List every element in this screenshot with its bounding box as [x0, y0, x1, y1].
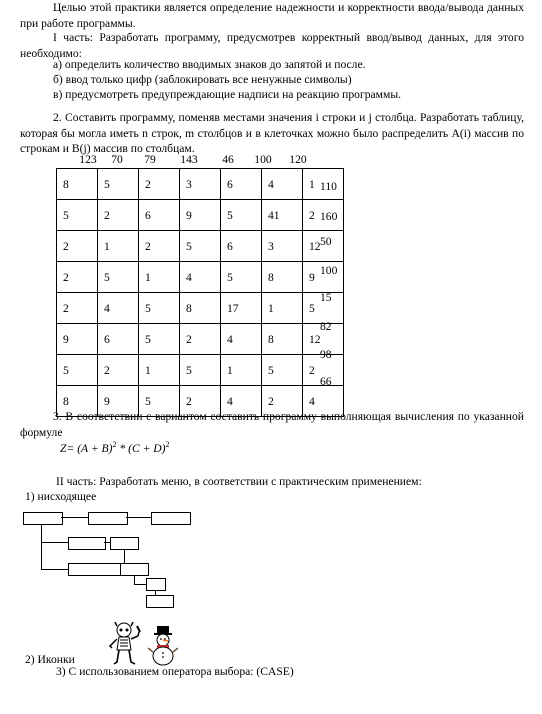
column-header: 120	[289, 153, 307, 166]
table-cell: 9	[180, 200, 221, 231]
table-cell: 5	[139, 386, 180, 417]
table-cell: 5	[139, 293, 180, 324]
table-cell: 2	[262, 386, 303, 417]
table-cell: 8	[262, 262, 303, 293]
table-cell: 2	[303, 200, 344, 231]
row-label: 160	[320, 210, 338, 223]
table-cell: 8	[262, 324, 303, 355]
table-cell: 2	[57, 231, 98, 262]
formula	[60, 440, 170, 455]
table-cell: 2	[139, 169, 180, 200]
connector-line	[126, 517, 151, 518]
part1-heading: I часть: Разработать программу, предусмотрев корректный ввод/вывод данных, для этого необходимо:	[20, 31, 524, 60]
table-cell: 5	[98, 262, 139, 293]
table-cell: 5	[57, 355, 98, 386]
connector-line	[61, 517, 88, 518]
matrix-table	[56, 168, 344, 417]
menu-box	[68, 563, 122, 576]
table-row	[57, 355, 344, 386]
row-label: 50	[320, 235, 332, 248]
part2-heading: II часть: Разработать меню, в соответствии с практическим применением:	[56, 475, 422, 488]
table-cell: 1	[139, 262, 180, 293]
column-header: 46	[222, 153, 234, 166]
part2-item-2: 2) Иконки	[25, 653, 75, 666]
table-row	[57, 231, 344, 262]
task2-paragraph: 2. Составить программу, поменяв местами значения i строки и j столбца. Разработать таблицу, которая бы могла иметь n строк, m столбцов и в клеточках можно было распределить A(i) массив по строкам и B(j) массив по столбцам.	[20, 111, 524, 155]
column-headers	[75, 153, 325, 167]
column-header: 70	[111, 153, 123, 166]
part1-item-b: б) ввод только цифр (заблокировать все ненужные символы)	[53, 73, 352, 86]
table-cell: 4	[98, 293, 139, 324]
table-cell: 3	[262, 231, 303, 262]
table-cell: 12	[303, 324, 344, 355]
part1-item-a: а) определить количество вводимых знаков до запятой и после.	[53, 58, 366, 71]
row-label: 110	[320, 180, 337, 193]
table-cell: 5	[180, 231, 221, 262]
menu-box	[151, 512, 191, 525]
row-label: 100	[320, 264, 338, 277]
table-cell: 2	[57, 293, 98, 324]
menu-box	[23, 512, 63, 525]
formula-exponent: 2	[165, 440, 170, 449]
table-cell: 5	[262, 355, 303, 386]
column-header: 143	[180, 153, 198, 166]
table-cell: 5	[221, 200, 262, 231]
table-row	[57, 169, 344, 200]
table-row	[57, 200, 344, 231]
menu-box	[120, 563, 149, 576]
menu-box	[88, 512, 128, 525]
table-cell: 2	[303, 355, 344, 386]
table-cell: 6	[221, 169, 262, 200]
column-header: 123	[79, 153, 97, 166]
table-cell: 12	[303, 231, 344, 262]
row-label: 98	[320, 348, 332, 361]
table-cell: 1	[221, 355, 262, 386]
table-cell: 9	[98, 386, 139, 417]
table-cell: 2	[180, 386, 221, 417]
part2-item-3: 3) С использованием оператора выбора: (CASE)	[56, 665, 294, 678]
table-cell: 8	[57, 386, 98, 417]
connector-line	[41, 569, 68, 570]
table-cell: 4	[221, 324, 262, 355]
table-cell: 2	[57, 262, 98, 293]
row-label: 66	[320, 375, 332, 388]
table-cell: 6	[221, 231, 262, 262]
table-row	[57, 262, 344, 293]
table-cell: 1	[303, 169, 344, 200]
menu-box	[68, 537, 106, 550]
formula-exponent: 2	[112, 440, 117, 449]
table-cell: 2	[98, 200, 139, 231]
table-cell: 41	[262, 200, 303, 231]
table-cell: 4	[262, 169, 303, 200]
formula-term-a: (A + B)	[77, 441, 113, 455]
connector-line	[41, 542, 68, 543]
formula-term-b: (C + D)	[128, 441, 166, 455]
table-cell: 5	[180, 355, 221, 386]
connector-line	[124, 549, 125, 563]
table-cell: 8	[57, 169, 98, 200]
row-label: 82	[320, 320, 332, 333]
table-cell: 4	[303, 386, 344, 417]
table-cell: 17	[221, 293, 262, 324]
table-cell: 1	[139, 355, 180, 386]
connector-line	[134, 584, 146, 585]
table-cell: 1	[262, 293, 303, 324]
table-cell: 4	[180, 262, 221, 293]
table-cell: 5	[139, 324, 180, 355]
table-cell: 5	[221, 262, 262, 293]
table-cell: 5	[98, 169, 139, 200]
task3-paragraph: 3. В соответствии с вариантом составить программу выполняющая вычисления по указанной формуле	[20, 410, 524, 439]
robot-icon	[107, 622, 141, 666]
column-header: 79	[144, 153, 156, 166]
table-cell: 3	[180, 169, 221, 200]
table-cell: 9	[303, 262, 344, 293]
table-cell: 6	[98, 324, 139, 355]
snowman-icon	[148, 626, 178, 666]
table-cell: 5	[303, 293, 344, 324]
table-cell: 2	[139, 231, 180, 262]
connector-line	[41, 524, 42, 570]
table-cell: 1	[98, 231, 139, 262]
menu-box	[146, 578, 166, 591]
row-label: 15	[320, 291, 332, 304]
intro-paragraph: Целью этой практики является определение надежности и корректности ввода/вывода данных при работе программы.	[20, 1, 524, 30]
part2-item-1: 1) нисходящее	[25, 490, 97, 503]
column-header: 100	[254, 153, 272, 166]
part1-item-c: в) предусмотреть предупреждающие надписи на реакцию программы.	[53, 88, 402, 101]
table-cell: 2	[180, 324, 221, 355]
table-cell: 5	[57, 200, 98, 231]
formula-lhs: Z=	[60, 441, 75, 455]
table-row	[57, 293, 344, 324]
table-cell: 6	[139, 200, 180, 231]
menu-box	[146, 595, 174, 608]
table-cell: 4	[221, 386, 262, 417]
table-cell: 2	[98, 355, 139, 386]
table-cell: 9	[57, 324, 98, 355]
table-row	[57, 324, 344, 355]
table-cell: 8	[180, 293, 221, 324]
formula-operator: *	[116, 441, 129, 455]
